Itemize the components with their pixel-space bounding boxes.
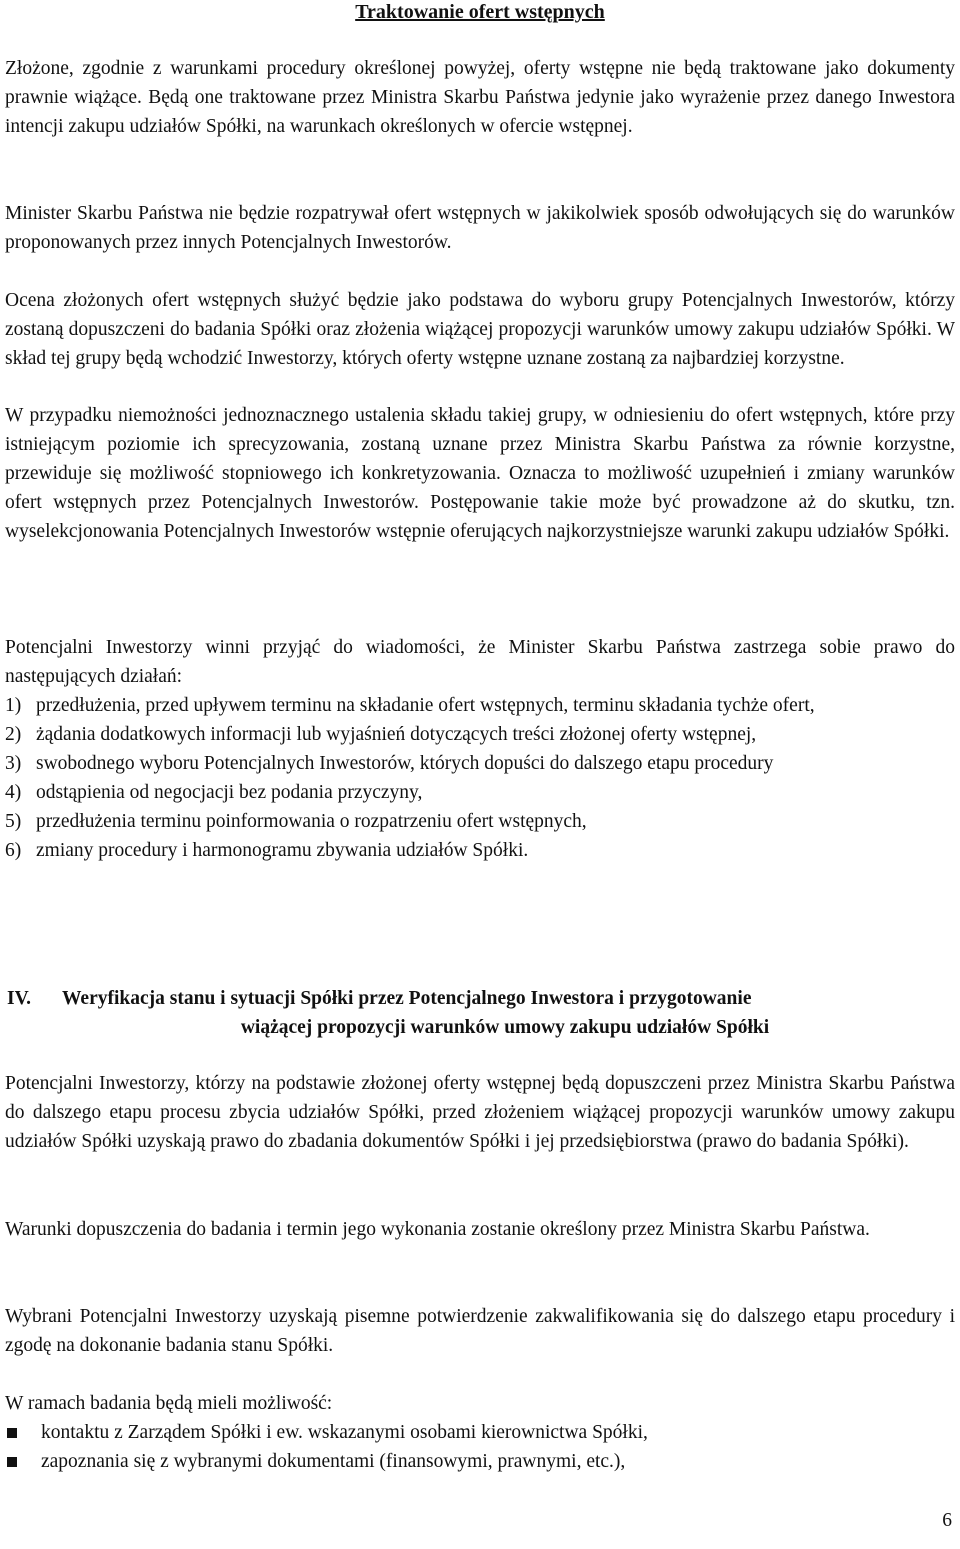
square-bullet-icon — [7, 1457, 17, 1467]
possibilities-list — [5, 1418, 955, 1476]
list-item — [5, 691, 955, 720]
section-number: IV. — [7, 988, 32, 1009]
section-title-line2: wiążącej propozycji warunków umowy zakupu udziałów Spółki — [240, 1017, 770, 1038]
paragraph-due-diligence-terms: Warunki dopuszczenia do badania i termin jego wykonania zostanie określony przez Ministra Skarbu Państwa. — [5, 1219, 870, 1240]
list-item — [5, 807, 955, 836]
list-item-number: 6) — [5, 840, 22, 861]
paragraph-qualification-confirmation: Wybrani Potencjalni Inwestorzy uzyskają pisemne potwierdzenie zakwalifikowania się do dalszego etapu procedury i zgodę na dokonanie badania stanu Spółki. — [5, 1306, 955, 1356]
rights-list — [5, 691, 955, 865]
list-item-number: 2) — [5, 724, 22, 745]
list-item-text: zapoznania się z wybranymi dokumentami (finansowymi, prawnymi, etc.), — [41, 1451, 626, 1472]
list-item-text: przedłużenia terminu poinformowania o rozpatrzeniu ofert wstępnych, — [36, 811, 587, 832]
paragraph-gradual-specification: W przypadku niemożności jednoznacznego ustalenia składu takiej grupy, w odniesieniu do ofert wstępnych, które przy istniejącym poziomie ich sprecyzowania, zostaną uznane przez Ministra Skarbu Państwa za równie korzystne, przewiduje się możliwość stopniowego ich konkretyzowania. Oznacza to możliwość uzupełnień i zmiany warunków ofert wstępnych przez Potencjalnych Inwestorów. Postępowanie takie może być prowadzone aż do skutku, tzn. wyselekcjonowania Potencjalnych Inwestorów wstępnie oferujących najkorzystniejsze warunki zakupu udziałów Spółki. — [5, 405, 955, 542]
list-item — [5, 778, 955, 807]
paragraph-evaluation-basis: Ocena złożonych ofert wstępnych służyć będzie jako podstawa do wyboru grupy Potencjalnych Inwestorów, którzy zostaną dopuszczeni do badania Spółki oraz złożenia wiążącej propozycji warunków umowy zakupu udziałów Spółki. W skład tej grupy będą wchodzić Inwestorzy, których oferty wstępne uznane zostaną za najbardziej korzystne. — [5, 290, 955, 369]
list-item-text: zmiany procedury i harmonogramu zbywania udziałów Spółki. — [36, 840, 529, 861]
page-title: Traktowanie ofert wstępnych — [355, 1, 605, 23]
paragraph-due-diligence-right: Potencjalni Inwestorzy, którzy na podstawie złożonej oferty wstępnej będą dopuszczeni przez Ministra Skarbu Państwa do dalszego etapu procesu zbycia udziałów Spółki, przed złożeniem wiążącej propozycji warunków umowy zakupu udziałów Spółki uzyskają prawo do zbadania dokumentów Spółki i jej przedsiębiorstwa (prawo do badania Spółki). — [5, 1073, 955, 1152]
list-item-number: 3) — [5, 753, 22, 774]
square-bullet-icon — [7, 1428, 17, 1438]
list-item-text: przedłużenia, przed upływem terminu na składanie ofert wstępnych, terminu składania tychże ofert, — [36, 695, 815, 716]
list-item-text: swobodnego wyboru Potencjalnych Inwestorów, których dopuści do dalszego etapu procedury — [36, 753, 774, 774]
list-item-number: 5) — [5, 811, 22, 832]
list-item — [5, 836, 955, 865]
paragraph-rights-intro: Potencjalni Inwestorzy winni przyjąć do wiadomości, że Minister Skarbu Państwa zastrzega sobie prawo do następujących działań: — [5, 637, 955, 687]
list-item-number: 4) — [5, 782, 22, 803]
list-item-text: odstąpienia od negocjacji bez podania przyczyny, — [36, 782, 423, 803]
list-item — [5, 749, 955, 778]
paragraph-no-reference-to-others: Minister Skarbu Państwa nie będzie rozpatrywał ofert wstępnych w jakikolwiek sposób odwołujących się do warunków proponowanych przez innych Potencjalnych Inwestorów. — [5, 203, 955, 253]
list-item-text: żądania dodatkowych informacji lub wyjaśnień dotyczących treści złożonej oferty wstępnej, — [36, 724, 757, 745]
section-heading — [5, 984, 955, 1042]
list-item — [5, 1447, 955, 1476]
paragraph-possibilities-intro: W ramach badania będą mieli możliwość: — [5, 1393, 333, 1414]
list-item — [5, 720, 955, 749]
paragraph-offers-non-binding: Złożone, zgodnie z warunkami procedury określonej powyżej, oferty wstępne nie będą traktowane jako dokumenty prawnie wiążące. Będą one traktowane przez Ministra Skarbu Państwa jedynie jako wyrażenie przez danego Inwestora intencji zakupu udziałów Spółki, na warunkach określonych w ofercie wstępnej. — [5, 58, 955, 137]
list-item-number: 1) — [5, 695, 22, 716]
list-item — [5, 1418, 955, 1447]
list-item-text: kontaktu z Zarządem Spółki i ew. wskazanymi osobami kierownictwa Spółki, — [41, 1422, 648, 1443]
page-number: 6 — [942, 1510, 952, 1531]
section-title-line1: Weryfikacja stanu i sytuacji Spółki przez Potencjalnego Inwestora i przygotowanie — [62, 988, 752, 1009]
